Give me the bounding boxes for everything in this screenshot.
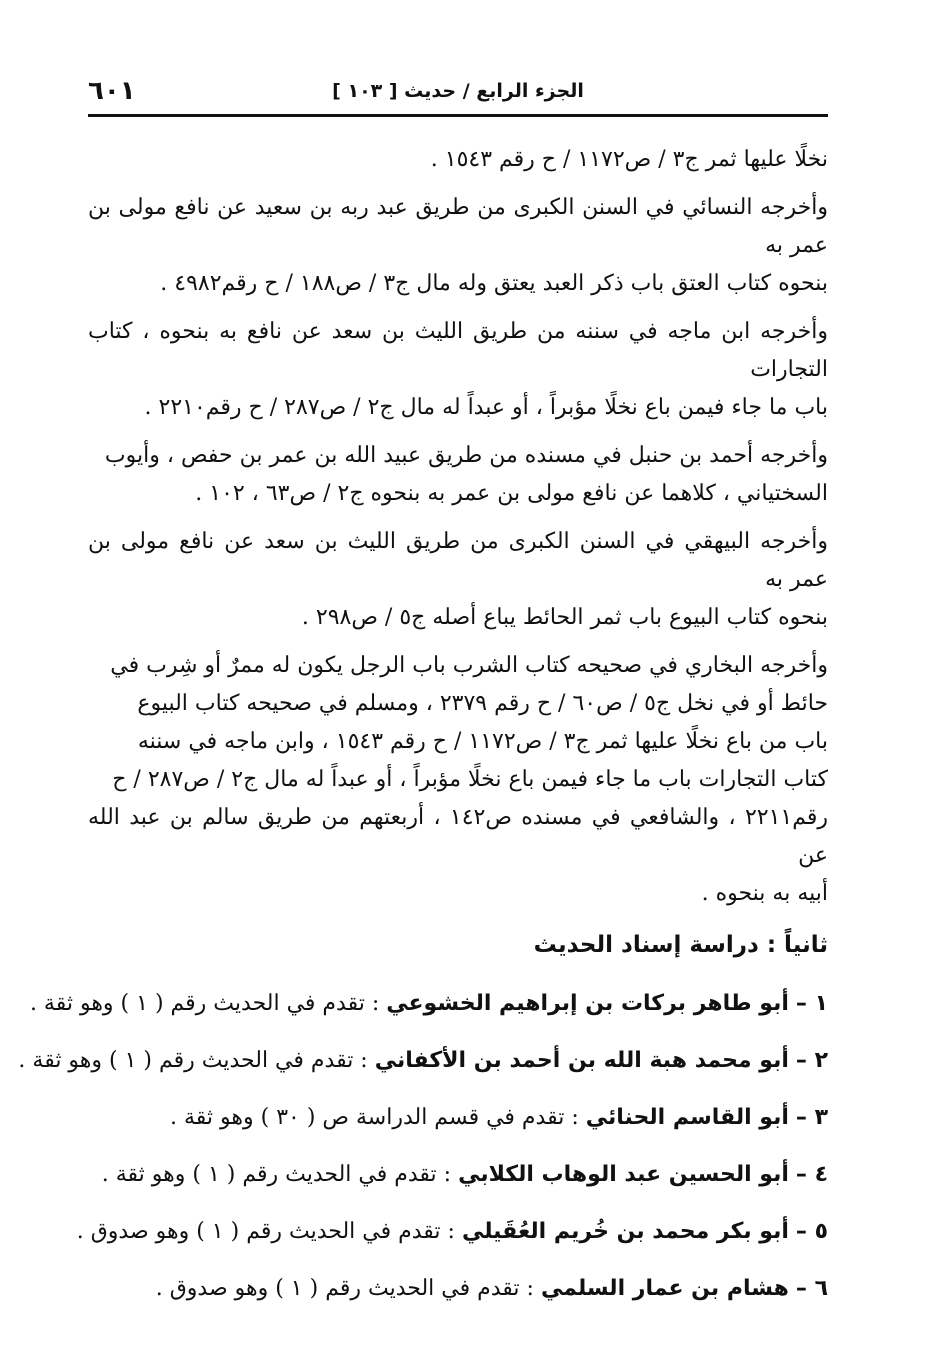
text-line: نخلًا عليها ثمر ج٣ / ص١١٧٢ / ح رقم ١٥٤٣ . — [430, 147, 828, 172]
narrator-name: أبو الحسين عبد الوهاب الكلابي — [458, 1162, 789, 1187]
text-line: وأخرجه النسائي في السنن الكبرى من طريق عبد ربه بن سعيد عن نافع مولى بن عمر به — [88, 195, 828, 258]
paragraph-nasai — [88, 189, 828, 303]
narrator-name: أبو القاسم الحنائي — [585, 1105, 789, 1130]
book-page — [18, 76, 828, 1317]
narrator-note: : تقدم في قسم الدراسة ص ( ٣٠ ) وهو ثقة . — [170, 1105, 579, 1130]
narrator-name: أبو بكر محمد بن خُريم العُقَيلي — [461, 1219, 789, 1244]
page-number: ٦٠١ — [88, 76, 136, 106]
paragraph-bayhaqi — [88, 523, 828, 637]
narrator-number: ٦ – — [795, 1276, 828, 1301]
text-line: وأخرجه البخاري في صحيحه كتاب الشرب باب الرجل يكون له ممرٌ أو شِرب في — [110, 653, 828, 678]
text-line: كتاب التجارات باب ما جاء فيمن باع نخلًا مؤبراً ، أو عبداً له مال ج٢ / ص٢٨٧ / ح — [112, 767, 828, 792]
text-line: وأخرجه البيهقي في السنن الكبرى من طريق الليث بن سعد عن نافع مولى بن عمر به — [88, 529, 828, 592]
text-line: وأخرجه أحمد بن حنبل في مسنده من طريق عبيد الله بن عمر بن حفص ، وأيوب — [104, 443, 828, 468]
narrator-name: أبو محمد هبة الله بن أحمد بن الأكفاني — [374, 1048, 789, 1073]
text-line: باب ما جاء فيمن باع نخلًا مؤبراً ، أو عبداً له مال ج٢ / ص٢٨٧ / ح رقم٢٢١٠ . — [144, 395, 828, 420]
text-line: باب من باع نخلًا عليها ثمر ج٣ / ص١١٧٢ / ح رقم ١٥٤٣ ، وابن ماجه في سننه — [137, 729, 828, 754]
text-line: بنحوه كتاب العتق باب ذكر العبد يعتق وله مال ج٣ / ص١٨٨ / ح رقم٤٩٨٢ . — [160, 271, 828, 296]
narrator-number: ٣ – — [795, 1105, 828, 1130]
narrator-note: : تقدم في الحديث رقم ( ١ ) وهو ثقة . — [101, 1162, 452, 1187]
narrator-number: ١ – — [795, 991, 828, 1016]
narrator-list — [18, 975, 828, 1317]
text-line: السختياني ، كلاهما عن نافع مولى بن عمر به بنحوه ج٢ / ص٦٣ ، ١٠٢ . — [195, 481, 828, 506]
narrator-note: : تقدم في الحديث رقم ( ١ ) وهو ثقة . — [18, 1048, 368, 1073]
narrator-item — [29, 975, 828, 1032]
paragraph-bukhari — [88, 647, 828, 913]
narrator-number: ٥ – — [795, 1219, 828, 1244]
text-line: وأخرجه ابن ماجه في سننه من طريق الليث بن سعد عن نافع به بنحوه ، كتاب التجارات — [88, 319, 828, 382]
narrator-item — [88, 1089, 828, 1146]
text-line: بنحوه كتاب البيوع باب ثمر الحائط يباع أصله ج٥ / ص٢٩٨ . — [301, 605, 828, 630]
narrator-item — [76, 1203, 828, 1260]
paragraph-continuation — [88, 141, 828, 179]
narrator-item — [18, 1032, 828, 1089]
narrator-item — [88, 1146, 828, 1203]
narrator-name: أبو طاهر بركات بن إبراهيم الخشوعي — [386, 991, 789, 1016]
body-text — [18, 141, 828, 1317]
narrator-note: : تقدم في الحديث رقم ( ١ ) وهو ثقة . — [29, 991, 380, 1016]
text-line: رقم٢٢١١ ، والشافعي في مسنده ص١٤٢ ، أربعتهم من طريق سالم بن عبد الله عن — [88, 805, 828, 868]
paragraph-ibn-majah — [88, 313, 828, 427]
running-title: الجزء الرابع / حديث [ ١٠٣ ] — [332, 80, 584, 102]
paragraph-ahmad — [88, 437, 828, 513]
narrator-note: : تقدم في الحديث رقم ( ١ ) وهو صدوق . — [76, 1219, 455, 1244]
narrator-number: ٤ – — [795, 1162, 828, 1187]
narrator-note: : تقدم في الحديث رقم ( ١ ) وهو صدوق . — [155, 1276, 534, 1301]
section-heading: ثانياً : دراسة إسناد الحديث — [533, 932, 828, 958]
text-line: حائط أو في نخل ج٥ / ص٦٠ / ح رقم ٢٣٧٩ ، ومسلم في صحيحه كتاب البيوع — [137, 691, 828, 716]
text-line: أبيه به بنحوه . — [701, 881, 828, 906]
narrator-number: ٢ – — [795, 1048, 828, 1073]
narrator-name: هشام بن عمار السلمي — [540, 1276, 789, 1301]
page-header — [88, 78, 828, 117]
narrator-item — [88, 1260, 828, 1317]
